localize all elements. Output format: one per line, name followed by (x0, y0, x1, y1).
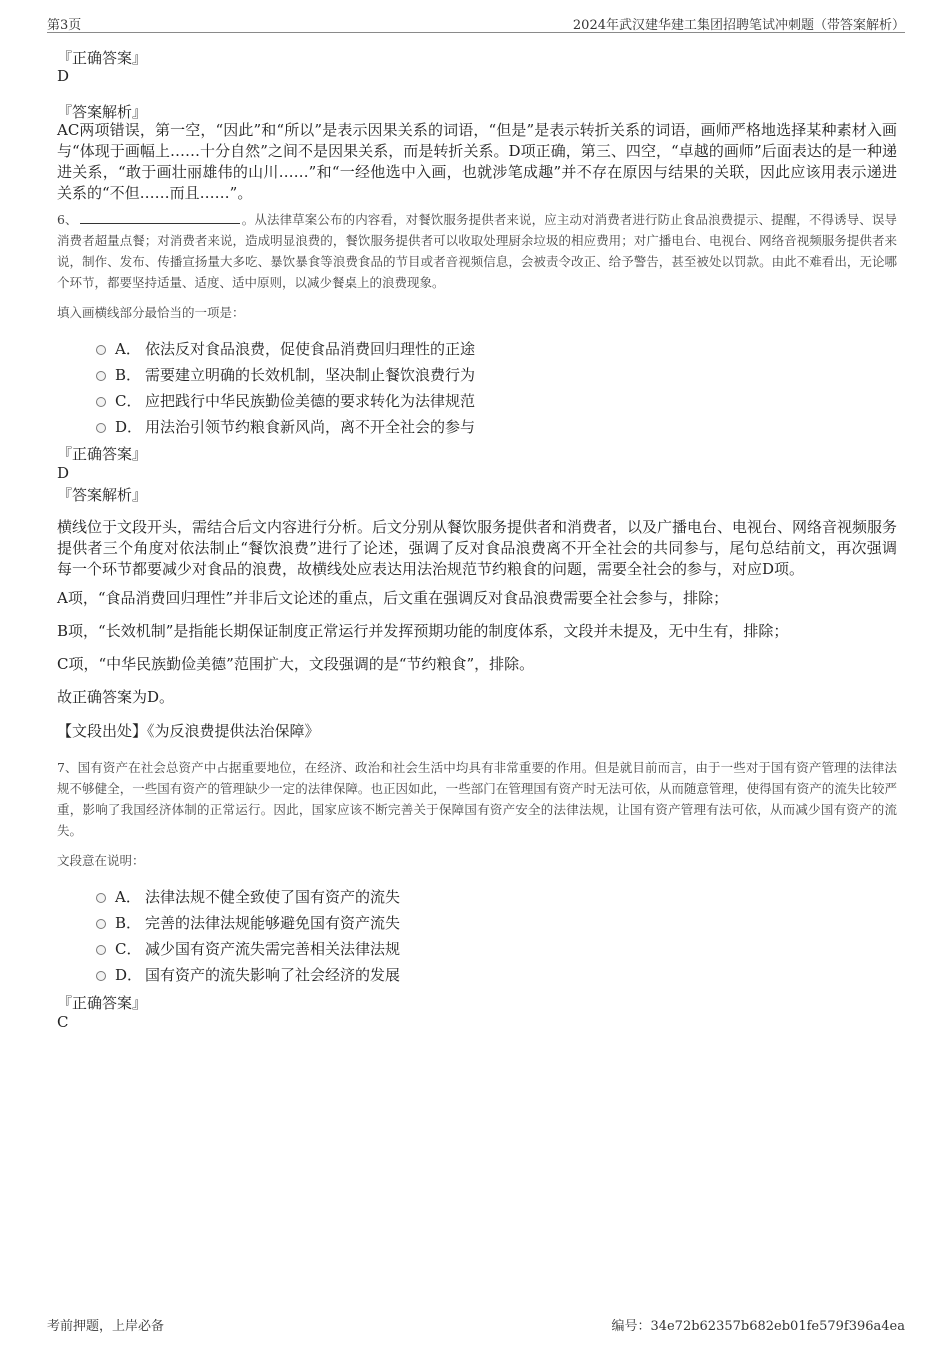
option-text: 依法反对食品浪费，促使食品消费回归理性的正途 (145, 340, 476, 358)
q5-answer-label: 『正确答案』 (57, 49, 148, 67)
q7-answer-label: 『正确答案』 (57, 994, 148, 1012)
q6-analysis-p4: C项，“中华民族勤俭美德”范围扩大，文段强调的是“节约粮食”，排除。 (57, 655, 535, 673)
document-title: 2024年武汉建华建工集团招聘笔试冲刺题（带答案解析） (572, 18, 905, 33)
option-text: 减少国有资产流失需完善相关法律法规 (145, 940, 401, 958)
q6-analysis-p3: B项，“长效机制”是指能长期保证制度正常运行并发挥预期功能的制度体系，文段并未提及，无中生有，排除； (57, 622, 789, 640)
footer-slogan: 考前押题，上岸必备 (47, 1319, 165, 1334)
option-text: 完善的法律法规能够避免国有资产流失 (145, 914, 401, 932)
q6-prompt: 填入画横线部分最恰当的一项是： (57, 305, 245, 320)
q6-stem-text: 。从法律草案公布的内容看，对餐饮服务提供者来说，应主动对消费者进行防止食品浪费提示、提醒，不得诱导、误导消费者超量点餐；对消费者来说，造成明显浪费的，餐饮服务提供者可以收取处理厨余垃圾的相应费用；对广播电台、电视台、网络音视频服务提供者来说，制作、发布、传播宣扬量大多吃、暴饮暴食等浪费食品的节目或者音视频信息，会被责令改正、给予警告，甚至被处以罚款。由此不难看出，无论哪个环节，都要坚持适量、适度、适中原则，以减少餐桌上的浪费现象。 (57, 212, 898, 290)
q6-answer-label: 『正确答案』 (57, 445, 148, 463)
q6-option-c[interactable]: C． 应把践行中华民族勤俭美德的要求转化为法律规范 (96, 388, 796, 414)
option-text: 应把践行中华民族勤俭美德的要求转化为法律规范 (145, 392, 476, 410)
q6-source: 【文段出处】《为反浪费提供法治保障》 (57, 722, 320, 740)
q6-analysis-label: 『答案解析』 (57, 486, 148, 504)
q6-blank-line (80, 210, 240, 224)
radio-icon[interactable] (96, 397, 106, 407)
q7-stem: 7、国有资产在社会总资产中占据重要地位，在经济、政治和社会生活中均具有非常重要的作用。但是就目前而言，由于一些对于国有资产管理的法律法规不够健全，一些国有资产的管理缺少一定的法律保障。也正因如此，一些部门在管理国有资产时无法可依，从而随意管理，使得国有资产的流失比较严重，影响了我国经济体制的正常运行。因此，国家应该不断完善关于保障国有资产安全的法律法规，让国有资产管理有法可依，从而减少国有资产的流失。 (57, 760, 897, 838)
q6-option-d[interactable]: D． 用法治引领节约粮食新风尚，离不开全社会的参与 (96, 414, 796, 440)
radio-icon[interactable] (96, 971, 106, 981)
option-text: 国有资产的流失影响了社会经济的发展 (145, 966, 401, 984)
q7-option-a[interactable]: A． 法律法规不健全致使了国有资产的流失 (96, 884, 796, 910)
radio-icon[interactable] (96, 919, 106, 929)
q6-number: 6、 (57, 212, 78, 227)
q6-analysis-p5: 故正确答案为D。 (57, 688, 175, 706)
q6-stem (57, 209, 897, 293)
page-number: 第3页 (47, 18, 82, 33)
radio-icon[interactable] (96, 371, 106, 381)
footer-serial: 编号：34e72b62357b682eb01fe579f396a4ea (611, 1319, 905, 1334)
radio-icon[interactable] (96, 423, 106, 433)
q7-option-d[interactable]: D． 国有资产的流失影响了社会经济的发展 (96, 962, 796, 988)
q6-analysis-p2: A项，“食品消费回归理性”并非后文论述的重点，后文重在强调反对食品浪费需要全社会参与，排除； (57, 589, 729, 607)
q7-answer: C (57, 1013, 69, 1031)
q6-option-a[interactable]: A． 依法反对食品浪费，促使食品消费回归理性的正途 (96, 336, 796, 362)
q6-answer: D (57, 464, 70, 482)
q6-option-b[interactable]: B． 需要建立明确的长效机制，坚决制止餐饮浪费行为 (96, 362, 796, 388)
q5-analysis-label: 『答案解析』 (57, 103, 148, 121)
page-footer (47, 1315, 905, 1334)
q6-analysis-p1: 横线位于文段开头，需结合后文内容进行分析。后文分别从餐饮服务提供者和消费者，以及广播电台、电视台、网络音视频服务提供者三个角度对依法制止“餐饮浪费”进行了论述，强调了反对食品浪费离不开全社会的共同参与，尾句总结前文，再次强调每一个环节都要减少对食品的浪费，故横线处应表达用法治规范节约粮食的问题，需要全社会的参与，对应D项。 (57, 518, 898, 578)
q5-answer: D (57, 67, 70, 85)
option-text: 用法治引领节约粮食新风尚，离不开全社会的参与 (145, 418, 476, 436)
q7-prompt: 文段意在说明： (57, 853, 145, 868)
radio-icon[interactable] (96, 893, 106, 903)
option-text: 需要建立明确的长效机制，坚决制止餐饮浪费行为 (145, 366, 476, 384)
q5-analysis: AC两项错误，第一空，“因此”和“所以”是表示因果关系的词语，“但是”是表示转折关系的词语，画师严格地选择某种素材入画与“体现于画幅上……十分自然”之间不是因果关系，而是转折关系。D项正确，第三、四空，“卓越的画师”后面表达的是一种递进关系，“敢于画壮丽雄伟的山川……”和“一经他选中入画，也就涉笔成趣”并不存在原因与结果的关联，因此应该用表示递进关系的“不但……而且……”。 (57, 121, 897, 202)
q7-option-b[interactable]: B． 完善的法律法规能够避免国有资产流失 (96, 910, 796, 936)
q6-options (96, 336, 796, 440)
page-header (47, 14, 905, 33)
radio-icon[interactable] (96, 345, 106, 355)
q7-option-c[interactable]: C． 减少国有资产流失需完善相关法律法规 (96, 936, 796, 962)
radio-icon[interactable] (96, 945, 106, 955)
q7-options (96, 884, 796, 988)
option-text: 法律法规不健全致使了国有资产的流失 (145, 888, 401, 906)
